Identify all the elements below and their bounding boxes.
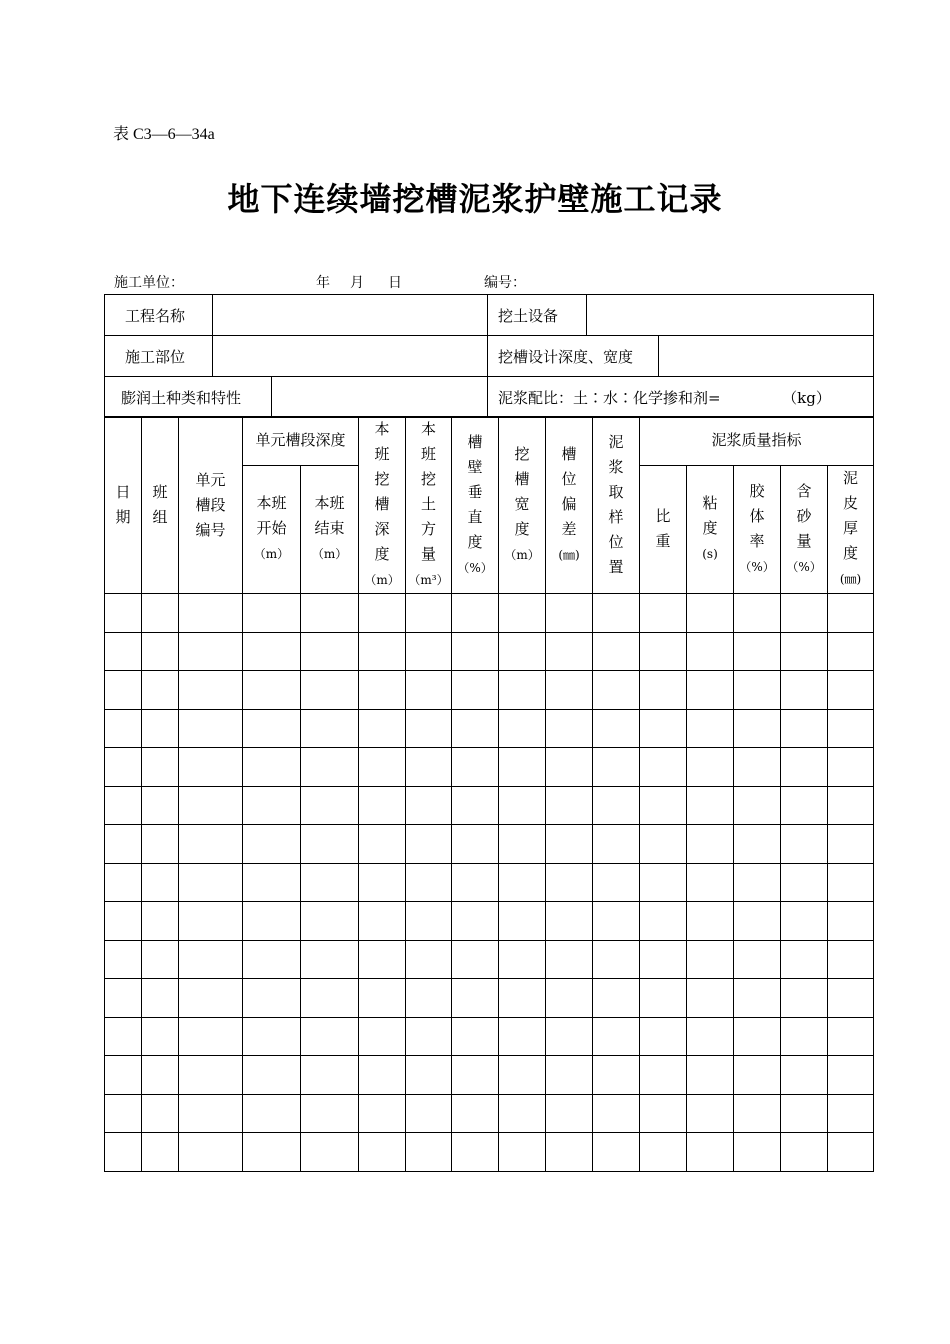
table-cell[interactable] — [105, 1056, 142, 1095]
table-cell[interactable] — [687, 1133, 734, 1172]
header-deviation: 槽位偏差 (㎜) — [546, 417, 593, 594]
table-cell[interactable] — [828, 902, 874, 941]
table-cell[interactable] — [406, 1017, 452, 1056]
table-cell[interactable] — [301, 1017, 359, 1056]
table-cell[interactable] — [546, 979, 593, 1018]
header-viscosity: 粘度 (s) — [687, 465, 734, 593]
table-cell[interactable] — [359, 594, 406, 633]
table-cell[interactable] — [243, 748, 301, 787]
table-cell[interactable] — [499, 594, 546, 633]
equipment-field[interactable] — [587, 295, 874, 336]
header-shift-end: 本班结束 （m） — [301, 465, 359, 593]
table-cell[interactable] — [828, 825, 874, 864]
table-cell[interactable] — [452, 671, 499, 710]
table-cell[interactable] — [687, 902, 734, 941]
table-cell[interactable] — [179, 671, 243, 710]
table-cell[interactable] — [734, 748, 781, 787]
location-field[interactable] — [213, 336, 488, 377]
date-month-label: 月 — [350, 275, 364, 291]
table-cell[interactable] — [546, 671, 593, 710]
table-cell[interactable] — [781, 1133, 828, 1172]
table-cell[interactable] — [546, 709, 593, 748]
table-cell[interactable] — [359, 863, 406, 902]
table-row — [105, 748, 874, 787]
table-cell[interactable] — [179, 709, 243, 748]
header-shift-start: 本班开始 （m） — [243, 465, 301, 593]
table-cell[interactable] — [499, 902, 546, 941]
table-cell[interactable] — [687, 709, 734, 748]
table-cell[interactable] — [406, 1133, 452, 1172]
table-cell[interactable] — [499, 748, 546, 787]
table-cell[interactable] — [828, 1133, 874, 1172]
data-rows — [105, 594, 874, 1172]
table-cell[interactable] — [499, 709, 546, 748]
table-cell[interactable] — [781, 825, 828, 864]
table-cell[interactable] — [687, 1017, 734, 1056]
table-cell[interactable] — [640, 1133, 687, 1172]
table-cell[interactable] — [406, 979, 452, 1018]
table-cell[interactable] — [781, 1094, 828, 1133]
table-cell[interactable] — [243, 863, 301, 902]
table-cell[interactable] — [179, 979, 243, 1018]
table-cell[interactable] — [452, 825, 499, 864]
table-row — [105, 671, 874, 710]
table-cell[interactable] — [593, 902, 640, 941]
table-cell[interactable] — [452, 1056, 499, 1095]
table-cell[interactable] — [640, 1017, 687, 1056]
table-cell[interactable] — [828, 1094, 874, 1133]
table-cell[interactable] — [105, 979, 142, 1018]
table-cell[interactable] — [359, 940, 406, 979]
equipment-label: 挖土设备 — [488, 295, 587, 336]
table-cell[interactable] — [105, 1133, 142, 1172]
header-cake-thickness: 泥皮厚度 (㎜) — [828, 465, 874, 593]
header-segment-no: 单元槽段编号 — [179, 417, 243, 594]
table-cell[interactable] — [593, 594, 640, 633]
table-cell[interactable] — [359, 1133, 406, 1172]
table-cell[interactable] — [734, 632, 781, 671]
table-cell[interactable] — [452, 709, 499, 748]
table-cell[interactable] — [142, 902, 179, 941]
table-cell[interactable] — [243, 632, 301, 671]
table-cell[interactable] — [828, 1017, 874, 1056]
table-cell[interactable] — [142, 1056, 179, 1095]
table-cell[interactable] — [406, 825, 452, 864]
table-cell[interactable] — [452, 748, 499, 787]
table-cell[interactable] — [499, 632, 546, 671]
table-cell[interactable] — [546, 940, 593, 979]
table-cell[interactable] — [105, 709, 142, 748]
table-cell[interactable] — [499, 979, 546, 1018]
table-cell[interactable] — [243, 825, 301, 864]
number-label: 编号： — [484, 275, 526, 291]
table-cell[interactable] — [828, 632, 874, 671]
table-cell[interactable] — [142, 594, 179, 633]
table-cell[interactable] — [406, 902, 452, 941]
table-row — [105, 786, 874, 825]
table-cell[interactable] — [452, 1094, 499, 1133]
table-row — [105, 1017, 874, 1056]
table-cell[interactable] — [640, 594, 687, 633]
table-cell[interactable] — [640, 863, 687, 902]
table-cell[interactable] — [452, 632, 499, 671]
table-cell[interactable] — [142, 1133, 179, 1172]
table-cell[interactable] — [593, 825, 640, 864]
table-cell[interactable] — [546, 1017, 593, 1056]
table-cell[interactable] — [105, 940, 142, 979]
table-cell[interactable] — [734, 1094, 781, 1133]
table-cell[interactable] — [301, 1094, 359, 1133]
table-cell[interactable] — [105, 671, 142, 710]
table-cell[interactable] — [452, 1133, 499, 1172]
table-cell[interactable] — [406, 671, 452, 710]
table-cell[interactable] — [406, 594, 452, 633]
table-cell[interactable] — [687, 940, 734, 979]
table-row — [105, 825, 874, 864]
table-cell[interactable] — [734, 786, 781, 825]
header-quality-group: 泥浆质量指标 — [640, 417, 874, 466]
table-cell[interactable] — [142, 825, 179, 864]
table-cell[interactable] — [359, 902, 406, 941]
table-cell[interactable] — [546, 632, 593, 671]
date-year-label: 年 — [316, 275, 330, 291]
table-cell[interactable] — [781, 1056, 828, 1095]
bentonite-label: 膨润土种类和特性 — [105, 377, 272, 418]
table-cell[interactable] — [687, 748, 734, 787]
table-cell[interactable] — [179, 1094, 243, 1133]
table-cell[interactable] — [499, 1017, 546, 1056]
table-cell[interactable] — [828, 979, 874, 1018]
table-cell[interactable] — [781, 902, 828, 941]
table-cell[interactable] — [179, 786, 243, 825]
table-cell[interactable] — [499, 863, 546, 902]
table-cell[interactable] — [406, 632, 452, 671]
table-cell[interactable] — [179, 940, 243, 979]
table-cell[interactable] — [593, 1017, 640, 1056]
table-cell[interactable] — [243, 940, 301, 979]
table-cell[interactable] — [499, 671, 546, 710]
table-cell[interactable] — [781, 1017, 828, 1056]
table-row — [105, 709, 874, 748]
table-cell[interactable] — [499, 786, 546, 825]
table-cell[interactable] — [142, 1094, 179, 1133]
table-cell[interactable] — [142, 940, 179, 979]
slurry-mix-cell[interactable] — [488, 377, 874, 418]
project-name-field[interactable] — [213, 295, 488, 336]
table-cell[interactable] — [640, 940, 687, 979]
table-cell[interactable] — [781, 786, 828, 825]
table-cell[interactable] — [142, 863, 179, 902]
table-cell[interactable] — [301, 902, 359, 941]
table-cell[interactable] — [734, 1133, 781, 1172]
table-cell[interactable] — [546, 1094, 593, 1133]
table-cell[interactable] — [781, 671, 828, 710]
table-cell[interactable] — [243, 709, 301, 748]
table-cell[interactable] — [499, 1094, 546, 1133]
table-cell[interactable] — [179, 1133, 243, 1172]
table-cell[interactable] — [179, 632, 243, 671]
table-cell[interactable] — [142, 709, 179, 748]
table-cell[interactable] — [301, 709, 359, 748]
table-cell[interactable] — [406, 786, 452, 825]
table-cell[interactable] — [687, 786, 734, 825]
table-cell[interactable] — [105, 863, 142, 902]
table-cell[interactable] — [734, 1017, 781, 1056]
table-cell[interactable] — [243, 671, 301, 710]
table-cell[interactable] — [546, 902, 593, 941]
table-cell[interactable] — [243, 1133, 301, 1172]
table-cell[interactable] — [828, 786, 874, 825]
table-cell[interactable] — [640, 902, 687, 941]
table-cell[interactable] — [359, 1056, 406, 1095]
project-name-label: 工程名称 — [105, 295, 213, 336]
table-cell[interactable] — [734, 825, 781, 864]
table-cell[interactable] — [781, 748, 828, 787]
table-cell[interactable] — [105, 1094, 142, 1133]
table-cell[interactable] — [301, 863, 359, 902]
table-row — [105, 632, 874, 671]
table-cell[interactable] — [301, 748, 359, 787]
table-cell[interactable] — [243, 1094, 301, 1133]
table-cell[interactable] — [593, 632, 640, 671]
table-cell[interactable] — [781, 709, 828, 748]
header-sample-position: 泥浆取样位置 — [593, 417, 640, 594]
table-cell[interactable] — [406, 863, 452, 902]
header-unit-depth-group: 单元槽段深度 — [243, 417, 359, 466]
table-cell[interactable] — [687, 979, 734, 1018]
table-cell[interactable] — [593, 786, 640, 825]
table-cell[interactable] — [179, 1056, 243, 1095]
table-row — [105, 1133, 874, 1172]
header-date: 日期 — [105, 417, 142, 594]
table-cell[interactable] — [828, 594, 874, 633]
table-cell[interactable] — [734, 594, 781, 633]
table-cell[interactable] — [546, 594, 593, 633]
table-cell[interactable] — [452, 594, 499, 633]
table-row — [105, 902, 874, 941]
slurry-mix-label: 泥浆配比：土∶水∶化学掺和剂= — [498, 388, 721, 407]
table-cell[interactable] — [828, 671, 874, 710]
table-cell[interactable] — [781, 863, 828, 902]
header-specific-gravity: 比重 — [640, 465, 687, 593]
table-cell[interactable] — [243, 1017, 301, 1056]
table-cell[interactable] — [452, 979, 499, 1018]
table-cell[interactable] — [640, 979, 687, 1018]
table-cell[interactable] — [452, 940, 499, 979]
table-cell[interactable] — [734, 902, 781, 941]
table-cell[interactable] — [828, 1056, 874, 1095]
header-earth-volume: 本班挖土方量 （m³） — [406, 417, 452, 594]
table-cell[interactable] — [142, 786, 179, 825]
table-cell[interactable] — [828, 709, 874, 748]
table-cell[interactable] — [301, 1056, 359, 1095]
table-cell[interactable] — [546, 786, 593, 825]
table-cell[interactable] — [687, 632, 734, 671]
table-row — [105, 979, 874, 1018]
table-cell[interactable] — [142, 1017, 179, 1056]
table-cell[interactable] — [640, 671, 687, 710]
table-cell[interactable] — [452, 863, 499, 902]
table-cell[interactable] — [452, 1017, 499, 1056]
table-cell[interactable] — [179, 863, 243, 902]
table-row — [105, 1056, 874, 1095]
table-cell[interactable] — [142, 671, 179, 710]
table-cell[interactable] — [687, 671, 734, 710]
design-depth-width-label: 挖槽设计深度、宽度 — [488, 336, 659, 377]
table-cell[interactable] — [828, 940, 874, 979]
table-cell[interactable] — [179, 748, 243, 787]
info-table — [104, 294, 874, 418]
table-cell[interactable] — [452, 902, 499, 941]
table-cell[interactable] — [105, 1017, 142, 1056]
table-cell[interactable] — [781, 632, 828, 671]
table-cell[interactable] — [593, 940, 640, 979]
table-cell[interactable] — [243, 786, 301, 825]
table-cell[interactable] — [687, 825, 734, 864]
header-dig-depth: 本班挖槽深度 （m） — [359, 417, 406, 594]
header-sand-content: 含砂量 （%） — [781, 465, 828, 593]
table-cell[interactable] — [105, 748, 142, 787]
table-row — [105, 940, 874, 979]
location-label: 施工部位 — [105, 336, 213, 377]
table-cell[interactable] — [359, 1094, 406, 1133]
table-cell[interactable] — [640, 748, 687, 787]
table-cell[interactable] — [546, 1133, 593, 1172]
table-cell[interactable] — [301, 671, 359, 710]
table-cell[interactable] — [546, 863, 593, 902]
table-cell[interactable] — [781, 940, 828, 979]
table-cell[interactable] — [640, 825, 687, 864]
table-cell[interactable] — [640, 1094, 687, 1133]
table-row — [105, 1094, 874, 1133]
table-cell[interactable] — [687, 863, 734, 902]
table-cell[interactable] — [301, 979, 359, 1018]
date-day-label: 日 — [388, 275, 402, 291]
table-cell[interactable] — [499, 1133, 546, 1172]
table-cell[interactable] — [243, 1056, 301, 1095]
table-cell[interactable] — [593, 1133, 640, 1172]
table-cell[interactable] — [179, 594, 243, 633]
table-cell[interactable] — [546, 825, 593, 864]
table-cell[interactable] — [105, 786, 142, 825]
table-cell[interactable] — [546, 748, 593, 787]
table-cell[interactable] — [359, 671, 406, 710]
table-cell[interactable] — [593, 979, 640, 1018]
table-cell[interactable] — [301, 632, 359, 671]
table-cell[interactable] — [359, 825, 406, 864]
table-cell[interactable] — [105, 632, 142, 671]
header-width: 挖槽宽度 （m） — [499, 417, 546, 594]
table-cell[interactable] — [546, 1056, 593, 1095]
table-cell[interactable] — [593, 709, 640, 748]
table-cell[interactable] — [301, 594, 359, 633]
table-cell[interactable] — [179, 1017, 243, 1056]
table-cell[interactable] — [142, 979, 179, 1018]
table-cell[interactable] — [828, 748, 874, 787]
page-title: 地下连续墙挖槽泥浆护壁施工记录 — [227, 180, 723, 218]
table-cell[interactable] — [640, 1056, 687, 1095]
table-cell[interactable] — [593, 1056, 640, 1095]
table-cell[interactable] — [406, 940, 452, 979]
table-cell[interactable] — [406, 748, 452, 787]
table-cell[interactable] — [499, 825, 546, 864]
table-cell[interactable] — [105, 594, 142, 633]
table-cell[interactable] — [243, 594, 301, 633]
table-cell[interactable] — [359, 786, 406, 825]
table-cell[interactable] — [406, 709, 452, 748]
header-team: 班组 — [142, 417, 179, 594]
table-cell[interactable] — [179, 902, 243, 941]
slurry-mix-unit: （kg） — [782, 388, 831, 407]
table-cell[interactable] — [301, 825, 359, 864]
table-cell[interactable] — [301, 1133, 359, 1172]
table-cell[interactable] — [781, 979, 828, 1018]
table-row — [105, 594, 874, 633]
table-cell[interactable] — [142, 632, 179, 671]
construction-unit-label: 施工单位： — [114, 275, 184, 291]
table-cell[interactable] — [499, 940, 546, 979]
form-code: 表 C3—6—34a — [113, 126, 215, 143]
table-cell[interactable] — [359, 709, 406, 748]
table-cell[interactable] — [105, 902, 142, 941]
meta-row — [114, 272, 874, 292]
table-cell[interactable] — [593, 671, 640, 710]
table-row — [105, 863, 874, 902]
table-cell[interactable] — [828, 863, 874, 902]
design-depth-width-field[interactable] — [659, 336, 874, 377]
table-cell[interactable] — [687, 1056, 734, 1095]
table-cell[interactable] — [640, 786, 687, 825]
table-cell[interactable] — [640, 709, 687, 748]
table-cell[interactable] — [359, 1017, 406, 1056]
table-cell[interactable] — [687, 594, 734, 633]
table-cell[interactable] — [593, 748, 640, 787]
table-cell[interactable] — [734, 1056, 781, 1095]
table-cell[interactable] — [359, 979, 406, 1018]
bentonite-field[interactable] — [272, 377, 488, 418]
table-cell[interactable] — [781, 594, 828, 633]
header-verticality: 槽壁垂直度 （%） — [452, 417, 499, 594]
table-cell[interactable] — [734, 863, 781, 902]
table-cell[interactable] — [406, 1056, 452, 1095]
table-cell[interactable] — [142, 748, 179, 787]
table-cell[interactable] — [406, 1094, 452, 1133]
table-cell[interactable] — [452, 786, 499, 825]
table-cell[interactable] — [359, 632, 406, 671]
table-cell[interactable] — [734, 671, 781, 710]
table-cell[interactable] — [105, 825, 142, 864]
table-cell[interactable] — [640, 632, 687, 671]
table-cell[interactable] — [243, 979, 301, 1018]
table-cell[interactable] — [734, 940, 781, 979]
header-colloid-rate: 胶体率 （%） — [734, 465, 781, 593]
record-grid — [104, 416, 874, 1172]
table-cell[interactable] — [359, 748, 406, 787]
table-cell[interactable] — [593, 863, 640, 902]
table-cell[interactable] — [734, 709, 781, 748]
table-cell[interactable] — [499, 1056, 546, 1095]
table-cell[interactable] — [687, 1094, 734, 1133]
table-cell[interactable] — [179, 825, 243, 864]
table-cell[interactable] — [243, 902, 301, 941]
table-cell[interactable] — [593, 1094, 640, 1133]
table-cell[interactable] — [301, 940, 359, 979]
table-cell[interactable] — [301, 786, 359, 825]
table-cell[interactable] — [734, 979, 781, 1018]
